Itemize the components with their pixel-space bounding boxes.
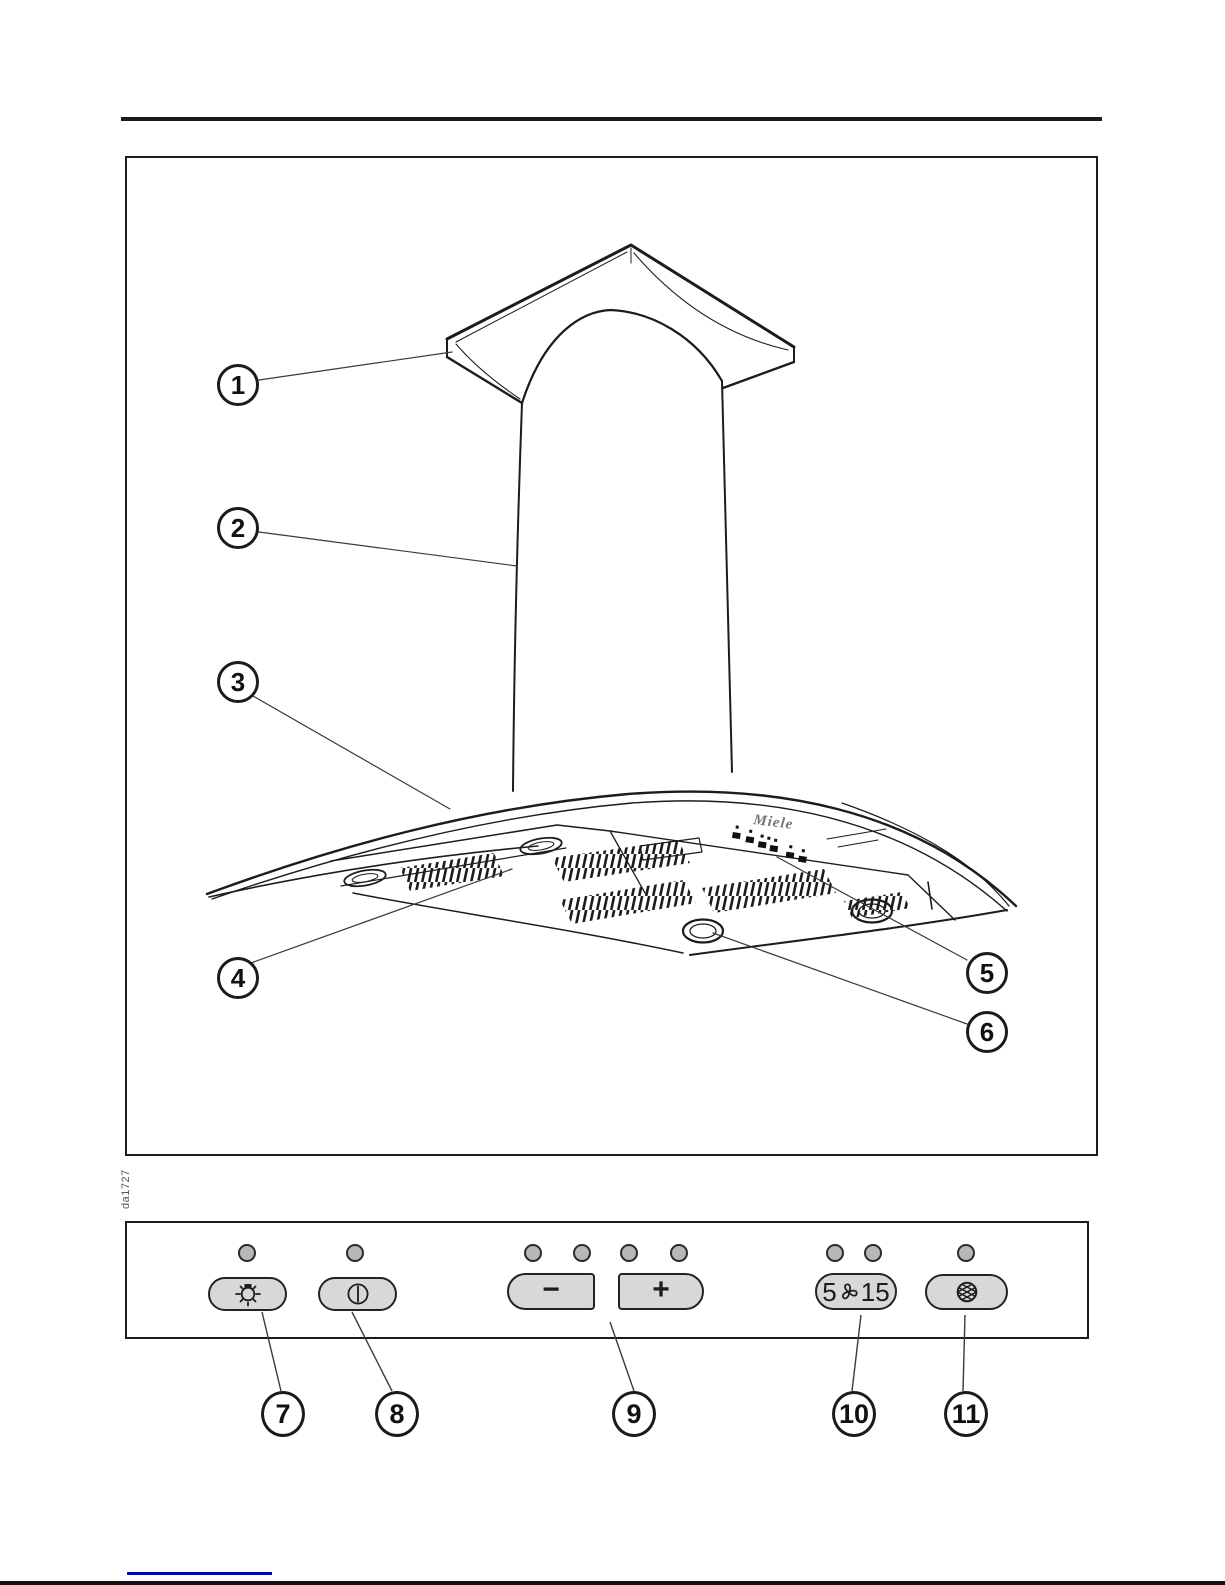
filter-clip <box>519 835 563 857</box>
fan-increase-button <box>618 1273 704 1310</box>
timer-5-label: 5 <box>822 1276 837 1307</box>
led-filter <box>957 1244 975 1262</box>
callout-9: 9 <box>612 1391 656 1437</box>
power-icon <box>345 1281 371 1307</box>
light-icon <box>231 1280 265 1308</box>
header-rule <box>121 117 1102 121</box>
timer-15-label: 15 <box>860 1276 890 1307</box>
grease-filter-vents <box>400 853 504 891</box>
led-light <box>238 1244 256 1262</box>
led-speed-1 <box>524 1244 542 1262</box>
led-timer-15 <box>864 1244 882 1262</box>
hood-underside <box>331 825 955 953</box>
leader-lines <box>251 352 967 1024</box>
callout-4: 4 <box>217 957 259 999</box>
grease-filter-vents <box>560 880 696 924</box>
callout-10: 10 <box>832 1391 876 1437</box>
led-timer-5 <box>826 1244 844 1262</box>
led-power <box>346 1244 364 1262</box>
run-on-timer-button <box>815 1273 897 1310</box>
led-speed-intensive <box>670 1244 688 1262</box>
callout-1: 1 <box>217 364 259 406</box>
grease-filter-vents <box>552 840 690 882</box>
callout-2: 2 <box>217 507 259 549</box>
light-button <box>208 1277 287 1311</box>
callout-6: 6 <box>966 1011 1008 1053</box>
callout-3: 3 <box>217 661 259 703</box>
power-button <box>318 1277 397 1311</box>
drawing-code: da1727 <box>120 1169 132 1209</box>
footer-link-underline[interactable] <box>127 1572 272 1575</box>
callout-11: 11 <box>944 1391 988 1437</box>
led-speed-2 <box>573 1244 591 1262</box>
fan-icon <box>837 1280 861 1304</box>
brand-logo: Miele <box>752 812 795 833</box>
plus-label: + <box>652 1272 670 1306</box>
filter-reset-button <box>925 1274 1008 1310</box>
callout-5: 5 <box>966 952 1008 994</box>
filter-icon <box>954 1279 980 1305</box>
ceiling-plate <box>447 245 794 403</box>
hood-illustration <box>125 156 1098 1156</box>
control-indicator-dots <box>730 825 810 863</box>
halogen-lamp <box>683 920 723 943</box>
grease-filter-vents <box>702 869 836 913</box>
callout-7: 7 <box>261 1391 305 1437</box>
chimney <box>513 310 732 791</box>
minus-label: − <box>542 1272 560 1306</box>
callout-8: 8 <box>375 1391 419 1437</box>
led-speed-3 <box>620 1244 638 1262</box>
footer-rule <box>0 1581 1225 1585</box>
fan-decrease-button <box>507 1273 595 1310</box>
